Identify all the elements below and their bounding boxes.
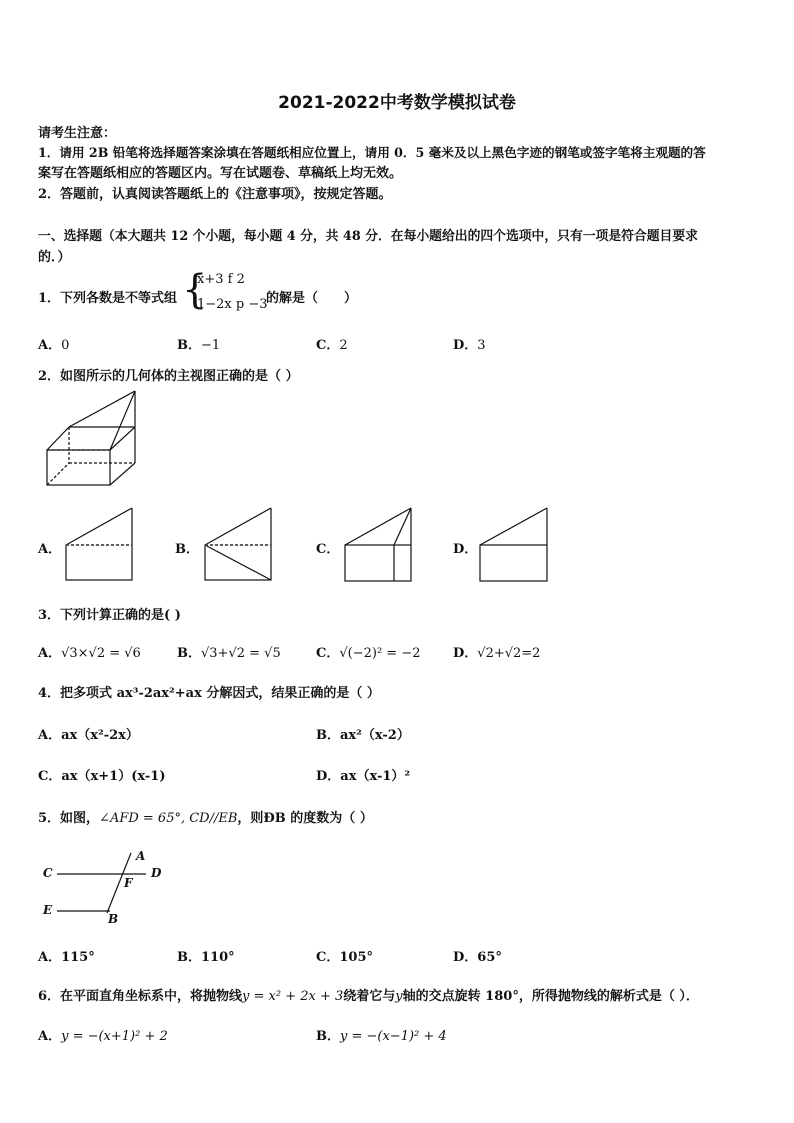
- section-heading-line-a: 一、选择题（本大题共 12 个小题，每小题 4 分，共 48 分．在每小题给出的四个选项中，只有一项是符合题目要求: [38, 229, 698, 244]
- q4-option-c[interactable]: C．ax（x+1）(x-1): [38, 769, 166, 784]
- notice-heading: 请考生注意：: [38, 126, 117, 141]
- q1-tail: 的解是（ ）: [266, 291, 358, 306]
- q1-system-line1: x+3 f 2: [197, 272, 245, 287]
- q1-option-c[interactable]: C．2: [316, 338, 348, 353]
- q2-option-a[interactable]: A．: [38, 542, 62, 557]
- notice-line1b: 案写在答题纸相应的答题区内。写在试题卷、草稿纸上均无效。: [38, 166, 403, 181]
- q3-option-c[interactable]: C．√(−2)² = −2: [316, 646, 421, 661]
- q4-option-d[interactable]: D．ax（x-1）²: [316, 769, 411, 784]
- q4-stem: 4．把多项式 ax³-2ax²+ax 分解因式，结果正确的是（ ）: [38, 686, 380, 701]
- q3-stem: 3．下列计算正确的是( ): [38, 608, 181, 623]
- q6-stem: 6．在平面直角坐标系中，将抛物线y = x² + 2x + 3绕着它与y轴的交点旋转 180°，所得抛物线的解析式是（ ）．: [38, 989, 699, 1004]
- q2-option-d[interactable]: D．: [453, 542, 478, 557]
- q3-option-b[interactable]: B．√3+√2 = √5: [177, 646, 281, 661]
- q5-option-a[interactable]: A．115°: [38, 950, 95, 965]
- q1-stem: 1．下列各数是不等式组: [38, 291, 178, 306]
- q5-label-d: D: [151, 866, 162, 880]
- page-title: 2021-2022中考数学模拟试卷: [278, 93, 516, 113]
- q1-system-line2: 1−2x p −3: [197, 297, 268, 312]
- q1-option-d[interactable]: D．3: [453, 338, 486, 353]
- q5-label-f: F: [124, 876, 133, 890]
- q2-option-c[interactable]: C．: [316, 542, 340, 557]
- q2-option-b[interactable]: B．: [175, 542, 199, 557]
- q1-option-b[interactable]: B．−1: [177, 338, 221, 353]
- q5-option-d[interactable]: D．65°: [453, 950, 502, 965]
- q3-option-a[interactable]: A．√3×√2 = √6: [38, 646, 141, 661]
- q5-option-b[interactable]: B．110°: [177, 950, 235, 965]
- q6-option-b[interactable]: B．y = −(x−1)² + 4: [316, 1029, 447, 1044]
- q5-label-e: E: [43, 903, 53, 917]
- q5-label-a: A: [136, 849, 146, 863]
- q4-option-b[interactable]: B．ax²（x-2）: [316, 728, 410, 743]
- q1-option-a[interactable]: A．0: [38, 338, 70, 353]
- q2-stem: 2．如图所示的几何体的主视图正确的是（ ）: [38, 369, 299, 384]
- q5-label-c: C: [43, 866, 53, 880]
- q6-option-a[interactable]: A．y = −(x+1)² + 2: [38, 1029, 168, 1044]
- q5-label-b: B: [108, 912, 119, 926]
- q3-option-d[interactable]: D．√2+√2=2: [453, 646, 541, 661]
- notice-line1a: 1．请用 2B 铅笔将选择题答案涂填在答题纸相应位置上，请用 0．5 毫米及以上黑色字迹的钢笔或签字笔将主观题的答: [38, 145, 706, 160]
- q5-stem: 5．如图，∠AFD = 65°, CD//EB，则ÐB 的度数为（ ）: [38, 811, 373, 826]
- q4-option-a[interactable]: A．ax（x²-2x）: [38, 728, 139, 743]
- notice-line2: 2．答题前，认真阅读答题纸上的《注意事项》，按规定答题。: [38, 187, 392, 202]
- brace-icon: {: [182, 267, 208, 313]
- section-heading-line-b: 的．）: [38, 250, 71, 265]
- q5-option-c[interactable]: C．105°: [316, 950, 373, 965]
